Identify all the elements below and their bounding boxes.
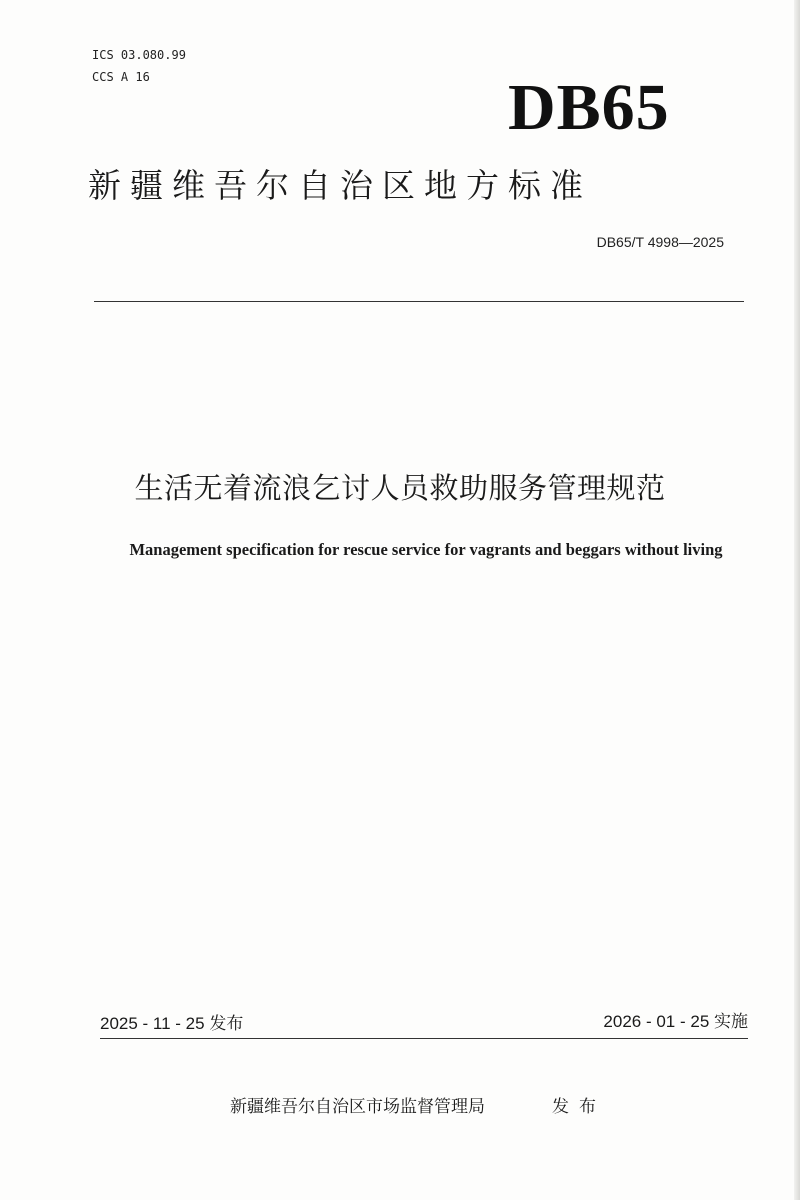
issue-action: 发布 (552, 1097, 606, 1117)
ccs-code: CCS A 16 (92, 70, 150, 84)
issue-date: 2025 - 11 - 25 发布 (100, 1014, 244, 1033)
issuing-authority: 新疆维吾尔自治区市场监督管理局 (230, 1097, 485, 1117)
top-divider (94, 301, 744, 302)
classification-codes (92, 44, 186, 88)
bottom-divider (100, 1038, 748, 1039)
implementation-date: 2026 - 01 - 25 实施 (603, 1012, 748, 1031)
title-chinese: 生活无着流浪乞讨人员救助服务管理规范 (134, 471, 666, 505)
ics-code: ICS 03.080.99 (92, 48, 186, 62)
standard-number: DB65/T 4998—2025 (596, 234, 724, 250)
title-english: Management specification for rescue service for vagrants and beggars without living (129, 540, 723, 559)
scan-edge (794, 0, 800, 1200)
standard-type-heading: 新疆维吾尔自治区地方标准 (88, 166, 592, 205)
db65-logo: DB65 (508, 71, 670, 144)
